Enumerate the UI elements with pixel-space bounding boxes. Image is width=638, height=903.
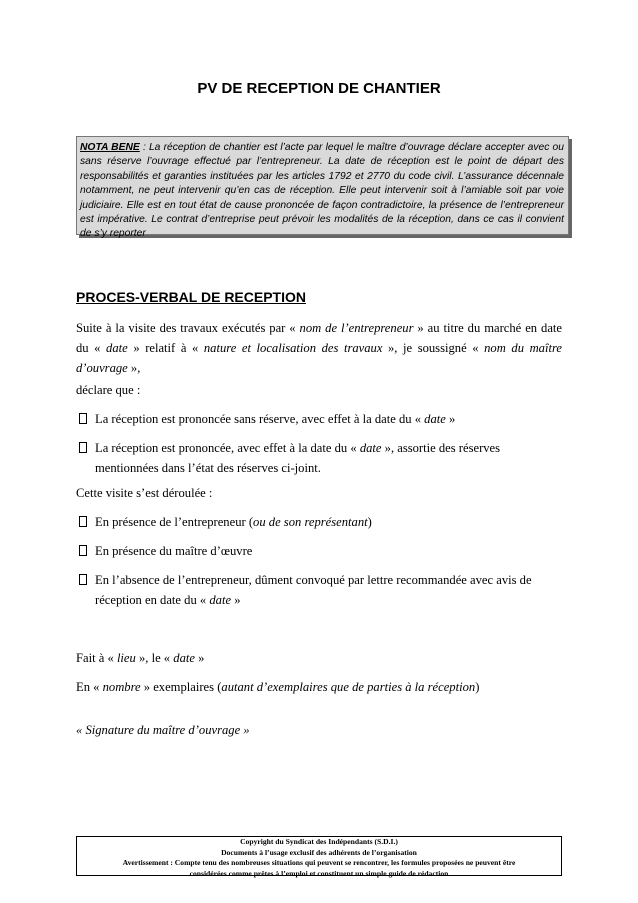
line-text: » <box>194 651 205 665</box>
footer-line: Copyright du Syndicat des Indépendants (S.D.I.) <box>240 837 398 846</box>
checkbox[interactable] <box>79 574 87 585</box>
option-text: En présence du maître d’œuvre <box>95 544 253 558</box>
checkbox[interactable] <box>79 413 87 424</box>
works-nature-field: nature et localisation des travaux <box>203 341 383 355</box>
declare-label: déclare que : <box>76 383 141 397</box>
intro-text: Suite à la visite des travaux exécutés par « <box>76 321 300 335</box>
intro-text: » au titre du marché en date du « <box>76 321 562 355</box>
representative-note: ou de son représentant <box>253 515 368 529</box>
copies-number-field: nombre <box>102 680 141 694</box>
option-text: La réception est prononcée, avec effet à la date du « <box>95 441 360 455</box>
footer-line: Avertissement : Compte tenu des nombreuses situations qui peuvent se rencontrer, les formules proposées ne peuvent être <box>122 858 516 867</box>
contractor-name-field: nom de l’entrepreneur <box>299 321 414 335</box>
checkbox[interactable] <box>79 516 87 527</box>
section-heading: PROCES-VERBAL DE RECEPTION <box>76 289 306 305</box>
line-text: » exemplaires ( <box>140 680 222 694</box>
visit-label: Cette visite s’est déroulée : <box>76 486 213 500</box>
intro-text: », je soussigné « <box>382 341 485 355</box>
checkbox[interactable] <box>79 545 87 556</box>
option-text: La réception est prononcée sans réserve, avec effet à la date du « <box>95 412 425 426</box>
signature-line <box>76 720 562 740</box>
option-text: » <box>231 593 241 607</box>
date-field: date <box>173 651 195 665</box>
checkbox[interactable] <box>79 442 87 453</box>
option-text: », assortie des réserves mentionnées dans l’état des réserves ci-joint. <box>95 441 501 475</box>
owner-name-field: nom du maître d’ouvrage <box>76 341 562 375</box>
intro-paragraph <box>76 318 562 378</box>
date-field: date <box>424 412 446 426</box>
copies-line <box>76 677 562 697</box>
option-text: » <box>445 412 456 426</box>
place-date-line <box>76 648 562 668</box>
copies-note: autant d’exemplaires que de parties à la réception <box>221 680 476 694</box>
line-text: », le « <box>135 651 174 665</box>
nota-bene-box <box>76 136 569 240</box>
document-title: PV DE RECEPTION DE CHANTIER <box>197 80 441 97</box>
line-text: Fait à « <box>76 651 117 665</box>
footer-line: Documents à l’usage exclusif des adhérents de l’organisation <box>221 847 417 857</box>
contract-date-field: date <box>106 341 128 355</box>
signature-placeholder: « Signature du maître d’ouvrage » <box>76 723 250 737</box>
intro-text: », <box>127 361 141 375</box>
line-text: ) <box>475 680 480 694</box>
line-text: En « <box>76 680 103 694</box>
nota-bene-text: : La réception de chantier est l’acte par lequel le maître d’ouvrage déclare accepter avec ou sans réserve l’ouvrage effectué par l’entrepreneur. La date de réception est le point de départ des responsabilités et garanties instituées par les articles 1792 et 2770 du code civil. L’assurance décennale notamment, ne peut intervenir qu’en cas de réception. Elle peut intervenir soit à l’amiable soit par voie judiciaire. Elle est en tout état de cause prononcée de façon contradictoire, la présence de l’entrepreneur est impérative. Le contrat d’entreprise peut prévoir les modalités de la réception, dans ce cas il convient de s’y reporter <box>80 142 565 240</box>
option-text: ) <box>367 515 372 529</box>
date-field: date <box>359 441 382 455</box>
nota-bene-label: NOTA BENE <box>80 142 140 153</box>
option-text: En l’absence de l’entrepreneur, dûment convoqué par lettre recommandée avec avis de réception en date du « <box>95 573 532 607</box>
copyright-footer <box>76 836 562 876</box>
option-text: En présence de l’entrepreneur ( <box>95 515 254 529</box>
date-field: date <box>209 593 232 607</box>
footer-line: considérées comme prêtes à l’emploi et constituent un simple guide de rédaction <box>189 868 449 878</box>
intro-text: » relatif à « <box>127 341 204 355</box>
place-field: lieu <box>116 651 136 665</box>
